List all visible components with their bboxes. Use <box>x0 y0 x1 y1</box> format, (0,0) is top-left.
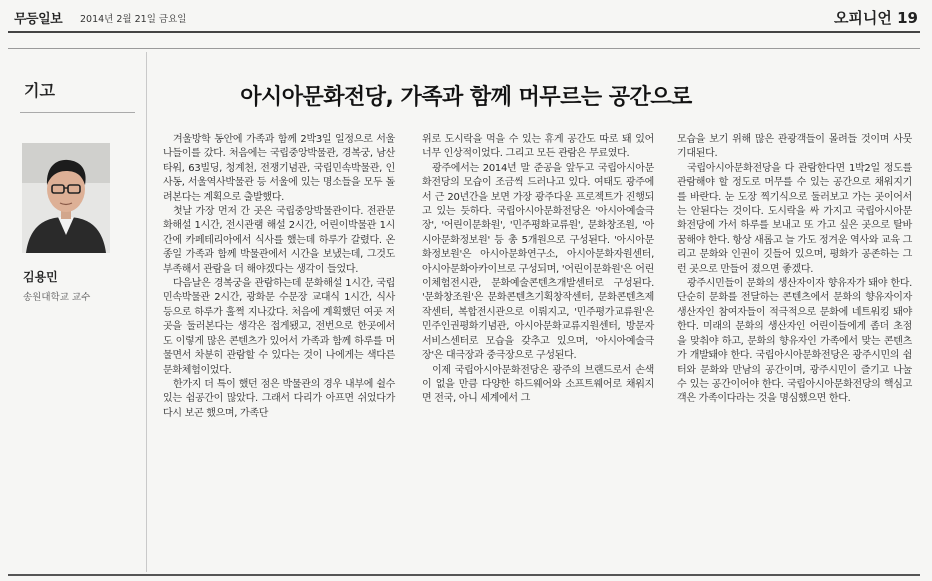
paragraph: 겨울방학 동안에 가족과 함께 2박3일 일정으로 서울 나들이를 갔다. 처음에는 국립중앙박물관, 경복궁, 남산타워, 63빌딩, 청계천, 전쟁기념관, 국립민속박물관, 인사동, 서울역사박물관 등 서울에 있는 명소들을 모두 돌려본다는 계획으로 출발했다. <box>163 134 395 203</box>
author-name: 김용민 <box>23 270 58 284</box>
paragraph: 첫날 가장 먼저 간 곳은 국립중앙박물관이다. 전관문화해설 1시간, 전시관램 해설 2시간, 어린이박물관 1시간에 카페테리아에서 식사를 했는데 하루가 갈렸다. 온종일 가족과 함께 박물관에서 시간을 보냈는데, 그것도 부족해서 관람을 더 해야겠다는 생각이 들었다. <box>163 206 395 275</box>
article-headline: 아시아문화전당, 가족과 함께 머무르는 공간으로 <box>240 85 692 110</box>
column-kicker: 기고 <box>24 81 55 100</box>
article-column-3 <box>677 133 912 407</box>
author-photo <box>22 143 110 253</box>
paragraph: 국립아시아문화전당을 다 관람한다면 1박2일 정도를 관람해야 할 정도로 머무를 수 있는 공간으로 채워지기를 바란다. 눈 도장 찍기식으로 둘러보고 가는 곳이어서는 안된다는 것이다. 도시락을 싸 가지고 국립아시아문화전당에 가서 하루를 보내고 또 가고 싶은 곳으로 탈바꿈해야 한다. 항상 새롭고 늘 가도 정겨운 역사와 교육 그리고 문화와 인권이 깃들어 있으며, 평화가 공존하는 그런 곳으로 만들어 졌으면 좋겠다. <box>677 162 912 275</box>
author-affiliation: 송원대학교 교수 <box>23 292 91 303</box>
author-portrait-icon <box>22 143 110 253</box>
paragraph: 광주시민들이 문화의 생산자이자 향유자가 돼야 한다. 단순히 문화를 전달하는 콘텐츠에서 문화의 향유자이자 생산자인 참여자들이 적극적으로 문화에 네트워킹 돼야 한다. 미래의 문화의 생산자인 어린이들에게 좀더 초점을 맞춰야 하고, 문화의 향유자인 가족에서 맞는 콘텐츠가 개발돼야 한다. 국립아시아문화전당은 광주시민의 쉼터와 문화와 만남의 공간이며, 광주시민이 즐기고 나눌 수 있는 공간이어야 한다. 국립아시아문화전당의 핵심고객은 가족이다라는 것을 명심했으면 한다. <box>677 278 912 405</box>
top-thin-rule <box>8 48 920 49</box>
newspaper-name: 무등일보 <box>14 12 63 27</box>
section-page-label: 오피니언 19 <box>833 9 918 27</box>
paragraph: 모습을 보기 위해 많은 관광객들이 몰려들 것이며 사뭇 기대된다. <box>677 134 912 160</box>
masthead <box>8 6 924 28</box>
paragraph: 다음날은 경복궁을 관람하는데 문화해설 1시간, 국립민속박물관 2시간, 광화문 수문장 교대식 1시간, 식사 등으로 하루가 훌쩍 지나갔다. 처음에 계획했던 여곳 저곳을 둘러본다는 생각은 접게됐고, 전번으로 한곳에서도 이렇게 많은 콘텐츠가 있어서 가족과 함께 하루를 머물면서 차분히 관람할 수 있다는 것이 나에게는 색다른 문화체험이었다. <box>163 278 395 376</box>
paragraph: 한가지 더 특이 했던 점은 박물관의 경우 내부에 쉴수 있는 쉼공간이 많았다. 그래서 다리가 아프면 쉬었다가 다시 보곤 했으며, 가족단 <box>163 378 395 419</box>
paragraph: 광주에서는 2014년 말 준공을 앞두고 국립아시아문화전당의 모습이 조금씩 드러나고 있다. 여태도 광주에서 근 20년간을 보면 가장 광주다운 프로젝트가 진행되고 있는 듯하다. 국립아시아문화전당은 '아시아예술극장', '어린이문화원', '민주평화교류원', 문화창조원, '아시아문화정보원' 등 총 5개원으로 구성된다. '아시아문화정보원'은 아시아문화연구소, 아시아문화자원센터, 아시아문화아카이브로 구성되며, '어린이문화원'은 어린이체험전시관, 문화예술콘텐츠개발센터로 구성된다. '문화창조원'은 문화콘텐츠기획창작센터, 문화콘텐츠제작센터, 복합전시관으로 이뤄지고, '민주평가교류원'은 민주인권평화기념관, 아시아문화교류지원센터, 방문자서비스센터로 모습을 갖추고 있으며, '아시아예술극장'은 대극장과 중극장으로 구성된다. <box>422 162 654 362</box>
paragraph: 이제 국립아시아문화전당은 광주의 브랜드로서 손색이 없을 만큼 다양한 하드웨어와 소프트웨어로 채워지면 전국, 아니 세계에서 그 <box>422 364 654 405</box>
kicker-rule <box>20 112 135 113</box>
top-rule <box>8 31 920 33</box>
bottom-rule <box>8 574 920 576</box>
sidebar-divider <box>146 52 147 572</box>
article-column-1 <box>163 133 395 421</box>
article-column-2 <box>422 133 654 407</box>
issue-date: 2014년 2월 21일 금요일 <box>80 14 187 25</box>
paragraph: 위로 도시락을 먹을 수 있는 휴게 공간도 따로 돼 있어 너무 인상적이었다. 그리고 모든 관람은 무료였다. <box>422 134 654 160</box>
